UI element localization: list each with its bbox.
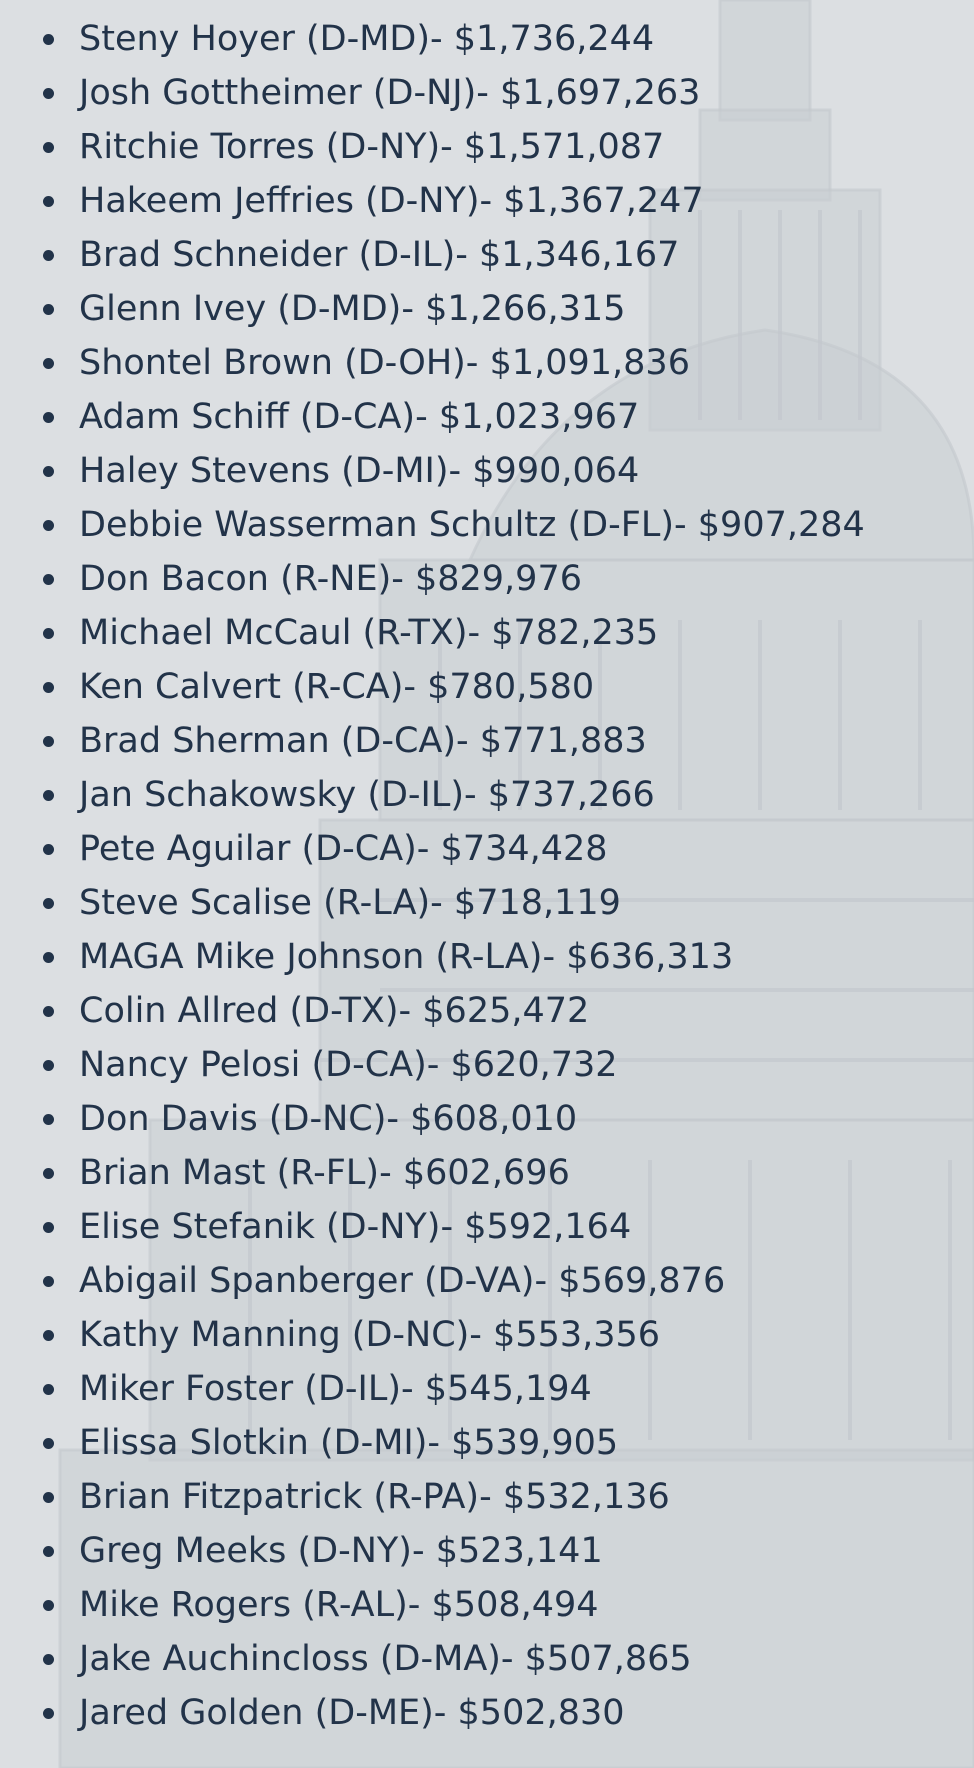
list-item-text: Miker Foster (D-IL)- $545,194 [79, 1369, 592, 1409]
list-item-text: Brian Fitzpatrick (R-PA)- $532,136 [79, 1477, 670, 1517]
bullet-icon [43, 520, 54, 531]
list-item [0, 716, 974, 770]
bullet-icon [43, 1438, 54, 1449]
list-item [0, 14, 974, 68]
bullet-icon [43, 736, 54, 747]
bullet-icon [43, 358, 54, 369]
list-item-text: Kathy Manning (D-NC)- $553,356 [79, 1315, 661, 1355]
bullet-icon [43, 466, 54, 477]
list-item-text: Nancy Pelosi (D-CA)- $620,732 [79, 1045, 618, 1085]
list-item-text: Mike Rogers (R-AL)- $508,494 [79, 1585, 599, 1625]
list-item [0, 1634, 974, 1688]
list-item [0, 500, 974, 554]
list-item [0, 1148, 974, 1202]
bullet-icon [43, 1006, 54, 1017]
bullet-icon [43, 790, 54, 801]
list-item [0, 446, 974, 500]
list-item-text: Don Davis (D-NC)- $608,010 [79, 1099, 578, 1139]
list-item [0, 932, 974, 986]
list-item [0, 1472, 974, 1526]
bullet-icon [43, 682, 54, 693]
bullet-icon [43, 88, 54, 99]
list-item-text: Jared Golden (D-ME)- $502,830 [79, 1693, 625, 1733]
list-item-text: Ritchie Torres (D-NY)- $1,571,087 [79, 127, 665, 167]
bullet-icon [43, 412, 54, 423]
list-item [0, 122, 974, 176]
list-item-text: Adam Schiff (D-CA)- $1,023,967 [79, 397, 640, 437]
bullet-icon [43, 1654, 54, 1665]
list-item [0, 176, 974, 230]
list-item [0, 1040, 974, 1094]
list-item-text: Hakeem Jeffries (D-NY)- $1,367,247 [79, 181, 704, 221]
list-item [0, 1526, 974, 1580]
list-item-text: Haley Stevens (D-MI)- $990,064 [79, 451, 640, 491]
list-item-text: Abigail Spanberger (D-VA)- $569,876 [79, 1261, 726, 1301]
list-item-text: Brad Schneider (D-IL)- $1,346,167 [79, 235, 680, 275]
list-item [0, 986, 974, 1040]
list-item-text: Elissa Slotkin (D-MI)- $539,905 [79, 1423, 619, 1463]
list-item [0, 1364, 974, 1418]
list-item [0, 1418, 974, 1472]
bullet-icon [43, 1276, 54, 1287]
bullet-icon [43, 304, 54, 315]
bullet-icon [43, 844, 54, 855]
list-item [0, 770, 974, 824]
bullet-icon [43, 898, 54, 909]
list-item [0, 1094, 974, 1148]
list-item [0, 1580, 974, 1634]
list-item [0, 824, 974, 878]
list-item [0, 1310, 974, 1364]
list-item-text: MAGA Mike Johnson (R-LA)- $636,313 [79, 937, 734, 977]
list-item-text: Glenn Ivey (D-MD)- $1,266,315 [79, 289, 626, 329]
bullet-icon [43, 1060, 54, 1071]
bullet-icon [43, 1708, 54, 1719]
list-item-text: Jan Schakowsky (D-IL)- $737,266 [79, 775, 655, 815]
list-item [0, 1256, 974, 1310]
bullet-icon [43, 196, 54, 207]
list-item-text: Michael McCaul (R-TX)- $782,235 [79, 613, 659, 653]
list-item-text: Jake Auchincloss (D-MA)- $507,865 [79, 1639, 692, 1679]
list-item [0, 662, 974, 716]
list-item [0, 1688, 974, 1742]
bullet-icon [43, 1222, 54, 1233]
bullet-icon [43, 250, 54, 261]
list-item-text: Colin Allred (D-TX)- $625,472 [79, 991, 590, 1031]
bullet-icon [43, 1384, 54, 1395]
list-item-text: Brad Sherman (D-CA)- $771,883 [79, 721, 647, 761]
list-item-text: Steny Hoyer (D-MD)- $1,736,244 [79, 19, 655, 59]
list-item [0, 1202, 974, 1256]
list-item-text: Pete Aguilar (D-CA)- $734,428 [79, 829, 608, 869]
bullet-icon [43, 574, 54, 585]
bullet-icon [43, 1546, 54, 1557]
list-item [0, 338, 974, 392]
bullet-icon [43, 1600, 54, 1611]
list-item [0, 554, 974, 608]
list-item-text: Shontel Brown (D-OH)- $1,091,836 [79, 343, 690, 383]
bullet-icon [43, 1168, 54, 1179]
bullet-icon [43, 1330, 54, 1341]
list-item [0, 68, 974, 122]
bullet-icon [43, 1492, 54, 1503]
list-item [0, 608, 974, 662]
bullet-icon [43, 628, 54, 639]
list-item-text: Don Bacon (R-NE)- $829,976 [79, 559, 582, 599]
list-item [0, 230, 974, 284]
bullet-icon [43, 952, 54, 963]
list-item [0, 284, 974, 338]
bullet-icon [43, 142, 54, 153]
list-item-text: Greg Meeks (D-NY)- $523,141 [79, 1531, 603, 1571]
list-item-text: Ken Calvert (R-CA)- $780,580 [79, 667, 595, 707]
list-item-text: Brian Mast (R-FL)- $602,696 [79, 1153, 570, 1193]
list-item-text: Steve Scalise (R-LA)- $718,119 [79, 883, 621, 923]
list-item-text: Elise Stefanik (D-NY)- $592,164 [79, 1207, 632, 1247]
bullet-icon [43, 1114, 54, 1125]
list-item-text: Debbie Wasserman Schultz (D-FL)- $907,284 [79, 505, 865, 545]
bullet-icon [43, 34, 54, 45]
list-item [0, 878, 974, 932]
list-item [0, 392, 974, 446]
list-item-text: Josh Gottheimer (D-NJ)- $1,697,263 [79, 73, 701, 113]
